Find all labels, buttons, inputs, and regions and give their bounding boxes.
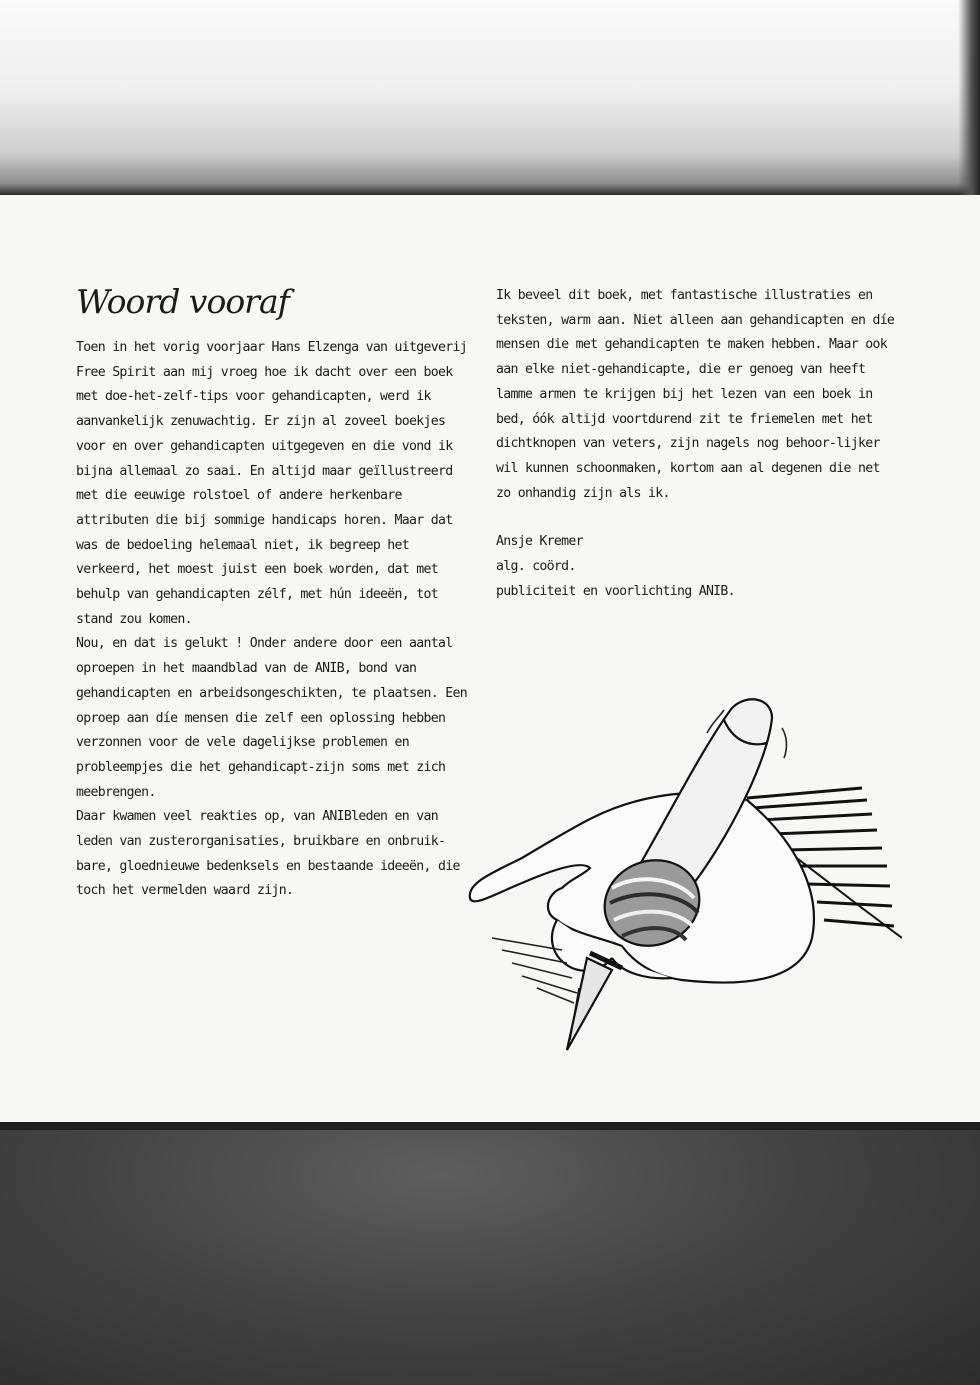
paragraph-recommendation: Ik beveel dit boek, met fantastische illustraties en teksten, warm aan. Niet alleen aan gehandicapten en díe mensen die met gehandicapten te maken hebben. Maar ook aan elke niet-gehandicapte, die er genoeg van heeft lamme armen te krijgen bij het lezen van een boek in bed, óók altijd voortdurend zit te friemelen met het dichtknopen van veters, zijn nagels nog behoor-lijker wil kunnen schoonmaken, kortom aan al degenen die net zo onhandig zijn als ik. [496,288,895,501]
signature-name: Ansje Kremer [496,534,583,550]
page-title: Woord vooraf [76,282,289,321]
bottom-scan-shadow [0,1122,980,1385]
paragraph-reactions: Daar kwamen veel reakties op, van ANIBleden en van leden van zusterorganisaties, bruikbare en onbruik-bare, gloednieuwe bedenksels en bestaande ideeën, die toch het vermelden waard zijn. [76,809,460,899]
left-column [76,282,476,904]
paragraph-intro: Toen in het vorig voorjaar Hans Elzenga van uitgeverij Free Spirit aan mij vroeg hoe ik dacht over een boek met doe-het-zelf-tips voor gehandicapten, werd ik aanvankelijk zenuwachtig. Er zijn al zoveel boekjes voor en over gehandicapten uitgegeven en die vond ik bijna allemaal zo saai. En altijd maar geïllustreerd met die eeuwige rolstoel of andere herkenbare attributen die bij sommige handicaps horen. Maar dat was de bedoeling helemaal niet, ik begreep het verkeerd, het moest juist een boek worden, dat met behulp van gehandicapten zélf, met hún ideeën, tot stand zou komen. [76,340,467,627]
right-body-text [496,284,896,604]
signature-block [496,530,896,604]
left-body-text [76,336,476,904]
paragraph-success: Nou, en dat is gelukt ! Onder andere door een aantal oproepen in het maandblad van de ANIB, bond van gehandicapten en arbeidsongeschikten, te plaatsen. Een oproep aan díe mensen die zelf een oplossing hebben verzonnen voor de vele dagelijkse problemen en probleempjes die het gehandicapt-zijn soms met zich meebrengen. [76,636,467,800]
right-column [496,284,896,604]
signature-role: alg. coörd. [496,559,576,575]
hand-holding-pen-illustration [462,688,902,1060]
top-scan-shadow [0,0,980,195]
signature-department: publiciteit en voorlichting ANIB. [496,583,735,599]
